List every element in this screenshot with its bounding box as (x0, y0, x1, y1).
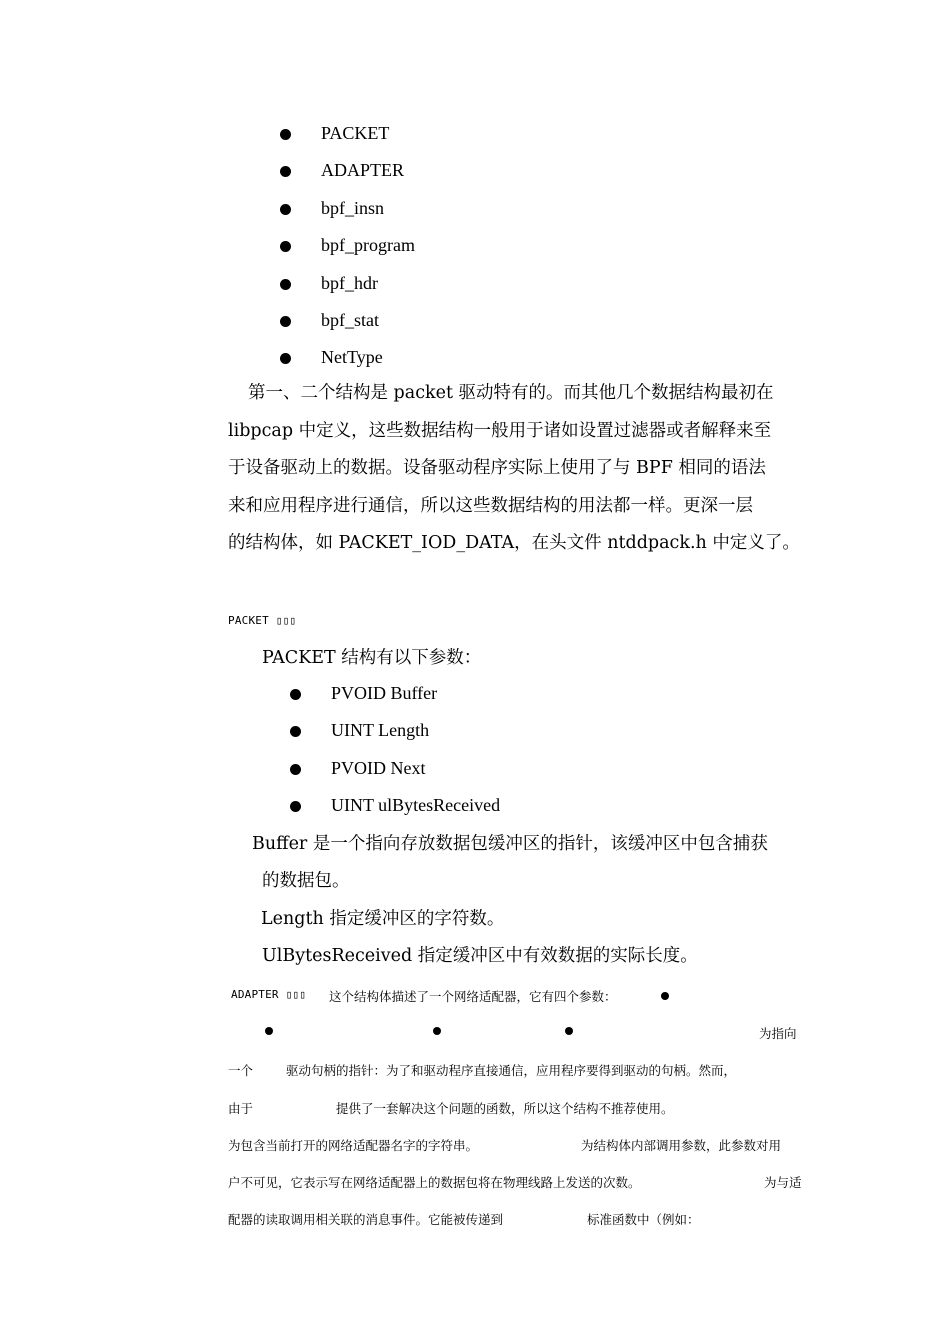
adapter-text-line: 配器的读取调用相关联的消息事件。它能被传递到 (228, 1212, 504, 1227)
bullet-icon (280, 129, 291, 140)
bullet-icon (280, 353, 291, 364)
adapter-text-line: 提供了一套解决这个问题的函数，所以这个结构不推荐使用。 (336, 1101, 674, 1116)
adapter-text-line: 由于 (228, 1101, 254, 1116)
packet-intro: PACKET 结构有以下参数： (262, 648, 482, 668)
bullet-icon (290, 689, 301, 700)
adapter-intro: 这个结构体描述了一个网络适配器，它有四个参数： (329, 989, 617, 1004)
bullet-icon (433, 1027, 441, 1035)
adapter-heading: ADAPTER ▯▯▯ (231, 988, 307, 1001)
bullet-icon (290, 764, 301, 775)
list-item-label: PACKET (321, 123, 390, 143)
list-item-label: UINT ulBytesReceived (331, 795, 501, 815)
list-item-label: PVOID Next (331, 758, 426, 778)
bytes-received-description: UlBytesReceived 指定缓冲区中有效数据的实际长度。 (262, 946, 698, 966)
list-item-label: bpf_stat (321, 310, 379, 330)
bullet-icon (280, 316, 291, 327)
intro-line: 的结构体，如 PACKET_IOD_DATA，在头文件 ntddpack.h 中定义了。 (228, 533, 800, 553)
adapter-text-line: 驱动句柄的指针：为了和驱动程序直接通信，应用程序要得到驱动的句柄。然而， (286, 1063, 737, 1078)
adapter-text-line: 为结构体内部调用参数，此参数对用 (581, 1138, 782, 1153)
intro-line: 来和应用程序进行通信，所以这些数据结构的用法都一样。更深一层 (228, 495, 753, 516)
intro-line: libpcap 中定义，这些数据结构一般用于诸如设置过滤器或者解释来至 (228, 420, 772, 441)
bullet-icon (290, 801, 301, 812)
intro-line: 第一、二个结构是 packet 驱动特有的。而其他几个数据结构最初在 (248, 383, 774, 403)
bullet-icon (290, 726, 301, 737)
bullet-icon (265, 1027, 273, 1035)
adapter-text-line: 一个 (228, 1063, 254, 1078)
bullet-icon (565, 1027, 573, 1035)
list-item-label: PVOID Buffer (331, 683, 438, 703)
adapter-text-line: 标准函数中（例如： (587, 1212, 700, 1227)
packet-heading: PACKET ▯▯▯ (228, 614, 297, 627)
bullet-icon (280, 241, 291, 252)
bullet-icon (280, 204, 291, 215)
intro-paragraph (228, 375, 808, 563)
bullet-icon (280, 166, 291, 177)
buffer-description-cont: 的数据包。 (262, 871, 350, 891)
adapter-text-line: 为指向 (759, 1026, 797, 1041)
adapter-text-line: 为与适 (764, 1175, 802, 1190)
adapter-text-line: 户不可见，它表示写在网络适配器上的数据包将在物理线路上发送的次数。 (228, 1175, 641, 1190)
bullet-icon (280, 279, 291, 290)
list-item-label: bpf_program (321, 235, 415, 255)
adapter-text-line: 为包含当前打开的网络适配器名字的字符串。 (228, 1138, 479, 1153)
length-description: Length 指定缓冲区的字符数。 (261, 909, 505, 929)
bullet-icon (661, 992, 669, 1000)
intro-line: 于设备驱动上的数据。设备驱动程序实际上使用了与 BPF 相同的语法 (228, 458, 766, 478)
list-item-label: UINT Length (331, 720, 430, 740)
buffer-description: Buffer 是一个指向存放数据包缓冲区的指针，该缓冲区中包含捕获 (252, 834, 768, 854)
list-item-label: NetType (321, 347, 383, 367)
list-item-label: ADAPTER (321, 160, 405, 180)
list-item-label: bpf_hdr (321, 273, 378, 293)
list-item-label: bpf_insn (321, 198, 384, 218)
